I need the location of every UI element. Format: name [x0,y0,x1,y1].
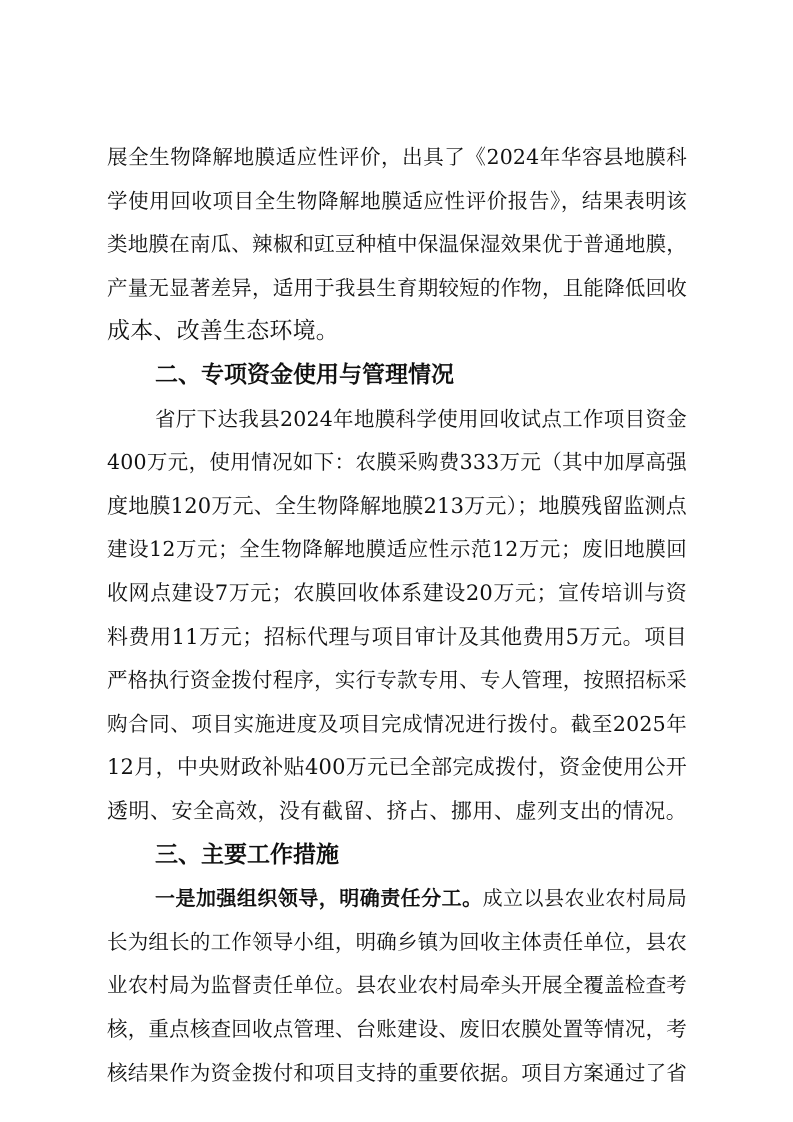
paragraph-3-line-4: 核，重点核查回收点管理、台账建设、废旧农膜处置等情况，考 [107,1017,687,1041]
paragraph-3-lead-bold: 一是加强组织领导，明确责任分工。 [155,886,483,910]
paragraph-1-line-5: 成本、改善生态环境。 [107,318,339,344]
paragraph-1-line-3: 类地膜在南瓜、辣椒和豇豆种植中保温保湿效果优于普通地膜， [107,232,687,256]
paragraph-2-line-5: 收网点建设7万元；农膜回收体系建设20万元；宣传培训与资 [107,581,687,605]
paragraph-1-line-1: 展全生物降解地膜适应性评价，出具了《2024年华容县地膜科 [107,145,687,169]
paragraph-1-line-4: 产量无显著差异，适用于我县生育期较短的作物，且能降低回收 [107,276,687,300]
paragraph-2-line-10: 透明、安全高效，没有截留、挤占、挪用、虚列支出的情况。 [107,799,687,823]
paragraph-2-line-4: 建设12万元；全生物降解地膜适应性示范12万元；废旧地膜回 [107,537,687,561]
section-heading-3: 三、主要工作措施 [155,842,339,868]
paragraph-1-line-2: 学使用回收项目全生物降解地膜适应性评价报告》，结果表明该 [107,189,687,213]
paragraph-3-line-3: 业农村局为监督责任单位。县农业农村局牵头开展全覆盖检查考 [107,973,687,997]
paragraph-3-line-2: 长为组长的工作领导小组，明确乡镇为回收主体责任单位，县农 [107,930,687,954]
paragraph-2-line-6: 料费用11万元；招标代理与项目审计及其他费用5万元。项目 [107,625,687,649]
paragraph-2-line-3: 度地膜120万元、全生物降解地膜213万元）；地膜残留监测点 [107,494,687,518]
paragraph-3-line-1 [155,883,687,913]
paragraph-3-line-5: 核结果作为资金拨付和项目支持的重要依据。项目方案通过了省 [107,1061,687,1085]
paragraph-2-line-2: 400万元，使用情况如下：农膜采购费333万元（其中加厚高强 [107,450,687,474]
paragraph-2-line-7: 严格执行资金拨付程序，实行专款专用、专人管理，按照招标采 [107,668,687,692]
paragraph-2-line-9: 12月，中央财政补贴400万元已全部完成拨付，资金使用公开 [107,755,687,779]
paragraph-2-line-1: 省厅下达我县2024年地膜科学使用回收试点工作项目资金 [155,407,687,431]
paragraph-2-line-8: 购合同、项目实施进度及项目完成情况进行拨付。截至2025年 [107,712,687,736]
section-heading-2: 二、专项资金使用与管理情况 [155,362,454,388]
paragraph-3-lead-rest: 成立以县农业农村局局 [482,886,688,910]
